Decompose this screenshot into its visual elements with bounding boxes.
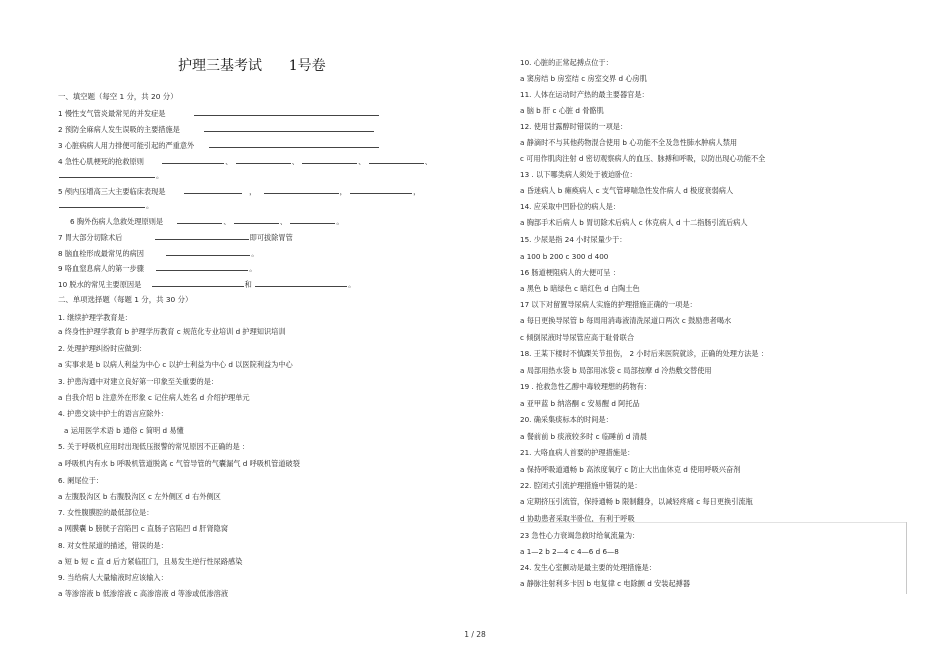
choice-options-16: a 黑色 b 暗绿色 c 暗红色 d 白陶土色	[520, 284, 640, 293]
page-edge-divider	[906, 522, 907, 594]
choice-question-10: 10. 心脏的正常起搏点位于：	[520, 58, 613, 67]
page-number: 1 / 28	[464, 630, 486, 639]
separator: 、	[424, 157, 432, 166]
separator: ，	[413, 187, 421, 196]
choice-options-8: a 短 b 短 c 直 d 后方紧临肛门，且易发生逆行性尿路感染	[58, 557, 243, 566]
choice-question-15: 15. 少尿是指 24 小时尿量少于：	[520, 235, 627, 244]
separator: 、	[358, 157, 366, 166]
separator: 和	[244, 280, 252, 289]
choice-options-22a: a 定期挤压引流管，保持通畅 b 限制翻身，以减轻疼痛 c 每日更换引流瓶	[520, 497, 753, 506]
choice-question-9: 9. 当给病人大量输液时应该输入：	[58, 573, 168, 582]
answer-blank[interactable]	[184, 186, 242, 194]
question-text: 1 慢性支气管炎最常见的并发症是	[58, 109, 166, 118]
choice-options-7: a 网膜囊 b 膀胱子宫陷凹 c 直肠子宫陷凹 d 肝肾隐窝	[58, 524, 229, 533]
answer-blank[interactable]	[162, 156, 224, 164]
answer-blank[interactable]	[59, 200, 145, 208]
section-heading-choice: 二、单项选择题（每题 1 分，共 30 分）	[58, 295, 193, 304]
choice-options-5: a 呼吸机内有水 b 呼吸机管道脱离 c 气管导管的气囊漏气 d 呼吸机管道破裂	[58, 459, 300, 468]
choice-options-14: a 胸部手术后病人 b 胃切除术后病人 c 休克病人 d 十二指肠引流后病人	[520, 218, 748, 227]
choice-options-3: a 自我介绍 b 注意外在形象 c 记住病人姓名 d 介绍护理单元	[58, 393, 250, 402]
fill-question-1	[58, 108, 380, 119]
separator: 、	[291, 157, 299, 166]
question-text: 5 颅内压增高三大主要临床表现是	[58, 187, 166, 196]
answer-blank[interactable]	[204, 124, 374, 132]
answer-blank[interactable]	[264, 186, 339, 194]
fill-question-5	[58, 186, 420, 197]
choice-question-14: 14. 应采取中凹卧位的病人是：	[520, 202, 620, 211]
question-text: 3 心脏病病人用力排便可能引起的严重意外	[58, 141, 195, 150]
page-edge-divider	[520, 522, 907, 523]
separator: 、	[225, 157, 233, 166]
choice-options-22b: d 协助患者采取半卧位，有利于呼吸	[520, 514, 635, 523]
separator: 。	[336, 217, 344, 226]
choice-question-3: 3. 护患沟通中对建立良好第一印象至关重要的是：	[58, 377, 219, 386]
choice-options-17a: a 每日更换导尿管 b 每周用消毒液清洗尿道口两次 c 鼓励患者喝水	[520, 316, 732, 325]
question-text-tail: 即可拔除胃管	[249, 233, 293, 242]
choice-question-23: 23 急性心力衰竭急救时给氧流量为：	[520, 531, 640, 540]
choice-question-1: 1. 继续护理学教育是：	[58, 313, 132, 322]
answer-blank[interactable]	[234, 216, 279, 224]
separator: 。	[156, 171, 164, 180]
choice-question-6: 6. 阑尾位于：	[58, 476, 104, 485]
answer-blank[interactable]	[302, 156, 357, 164]
separator: 、	[279, 217, 288, 226]
choice-options-1: a 终身性护理学教育 b 护理学历教育 c 规范化专业培训 d 护理知识培训	[58, 327, 286, 336]
answer-blank[interactable]	[236, 156, 291, 164]
choice-options-17b: c 倾倒尿液时导尿管应高于耻骨联合	[520, 333, 635, 342]
choice-question-17: 17 以下对留置导尿病人实施的护理措施正确的一项是：	[520, 300, 697, 309]
choice-question-19: 19 . 抢救急性乙醇中毒较理想的药物有：	[520, 382, 652, 391]
separator: 。	[146, 201, 154, 210]
answer-blank[interactable]	[166, 248, 250, 256]
choice-options-4: a 运用医学术语 b 通俗 c 简明 d 易懂	[64, 426, 184, 435]
separator: ，	[249, 187, 257, 196]
choice-question-4: 4. 护患交谈中护士的语言应除外：	[58, 409, 168, 418]
separator: 。	[249, 264, 257, 273]
choice-options-24: a 静脉注射利多卡因 b 电复律 c 电除颤 d 安装起搏器	[520, 579, 691, 588]
choice-options-2: a 实事求是 b 以病人利益为中心 c 以护士利益为中心 d 以医院利益为中心	[58, 360, 293, 369]
question-text: 6 胸外伤病人急救处理原则是	[70, 217, 164, 226]
choice-options-20: a 餐前前 b 痰液较多时 c 临睡前 d 清晨	[520, 432, 647, 441]
answer-blank[interactable]	[156, 263, 248, 271]
question-text: 2 预防全麻病人发生误吸的主要措施是	[58, 125, 180, 134]
answer-blank[interactable]	[177, 216, 222, 224]
question-text: 8 脑血栓形成最常见的病因	[58, 249, 144, 258]
separator: 。	[348, 280, 356, 289]
choice-question-18: 18. 王某下楼时不慎踝关节扭伤， 2 小时后来医院就诊，正确的处理方法是 ：	[520, 349, 768, 358]
question-text: 7 胃大部分切除术后	[58, 233, 123, 242]
fill-question-7	[58, 232, 293, 243]
choice-question-11: 11. 人体在运动时产热的最主要器官是：	[520, 90, 649, 99]
choice-options-23: a 1—2 b 2—4 c 4—6 d 6—8	[520, 547, 619, 556]
answer-blank[interactable]	[59, 170, 155, 178]
choice-options-19: a 亚甲蓝 b 纳洛酮 c 安易醒 d 阿托品	[520, 399, 640, 408]
separator: 、	[223, 217, 231, 226]
choice-question-2: 2. 处理护理纠纷时应做到：	[58, 344, 147, 353]
choice-options-13: a 昏迷病人 b 瘫痪病人 c 支气管哮喘急性发作病人 d 极度衰弱病人	[520, 186, 734, 195]
answer-blank[interactable]	[194, 108, 379, 116]
question-text: 4 急性心肌梗死的抢救原则	[58, 157, 144, 166]
choice-options-6: a 左腹股沟区 b 右腹股沟区 c 左外侧区 d 右外侧区	[58, 492, 221, 501]
page-title: 护理三基考试 1号卷	[178, 58, 326, 74]
answer-blank[interactable]	[290, 216, 335, 224]
answer-blank[interactable]	[152, 279, 244, 287]
choice-options-12a: a 静滴时不与其他药物混合使用 b 心功能不全及急性肺水肿病人禁用	[520, 138, 738, 147]
choice-question-5: 5. 关于呼吸机应用时出现低压报警的常见原因不正确的是 ：	[58, 442, 250, 451]
choice-options-12b: c 可用作肌肉注射 d 密切观察病人的血压、脉搏和呼吸，以防出现心功能不全	[520, 154, 766, 163]
choice-question-21: 21. 大咯血病人首要的护理措施是：	[520, 448, 635, 457]
choice-question-13: 13 . 以下哪类病人须处于被迫卧位：	[520, 170, 637, 179]
answer-blank[interactable]	[155, 232, 249, 240]
answer-blank[interactable]	[350, 186, 412, 194]
choice-options-18: a 局部用热水袋 b 局部用冰袋 c 局部按摩 d 冷热敷交替使用	[520, 366, 712, 375]
fill-question-2	[58, 124, 375, 135]
choice-options-21: a 保持呼吸道通畅 b 高浓度氧疗 c 防止大出血休克 d 使用呼吸兴奋剂	[520, 465, 741, 474]
separator: ，	[339, 187, 347, 196]
choice-options-9: a 等渗溶液 b 低渗溶液 c 高渗溶液 d 等渗或低渗溶液	[58, 589, 229, 598]
choice-question-20: 20. 确采集痰标本的时间是：	[520, 415, 613, 424]
section-heading-fill-in: 一、填空题（每空 1 分，共 20 分）	[58, 92, 178, 101]
fill-question-4	[58, 156, 432, 167]
choice-question-8: 8. 对女性尿道的描述，错误的是：	[58, 541, 168, 550]
fill-question-5-cont	[58, 200, 153, 211]
question-text: 10 脱水的常见主要原因是	[58, 280, 142, 289]
separator: 。	[251, 249, 259, 258]
fill-question-10	[58, 279, 355, 290]
fill-question-4-cont	[58, 170, 163, 181]
choice-options-10: a 窦房结 b 房室结 c 房室交界 d 心房肌	[520, 74, 647, 83]
fill-question-8	[58, 248, 258, 259]
fill-question-6	[70, 216, 344, 227]
question-text: 9 咯血窒息病人的第一步骤	[58, 264, 144, 273]
fill-question-3	[58, 140, 380, 151]
fill-question-9	[58, 263, 256, 274]
choice-options-11: a 脑 b 肝 c 心脏 d 骨骼肌	[520, 106, 604, 115]
choice-question-22: 22. 腔闭式引流护理措施中错误的是：	[520, 481, 642, 490]
choice-question-12: 12. 使用甘露醇时错误的一项是：	[520, 122, 628, 131]
answer-blank[interactable]	[369, 156, 424, 164]
choice-question-16: 16 肠道梗阻病人的大便可呈 ：	[520, 268, 620, 277]
choice-options-15: a 100 b 200 c 300 d 400	[520, 252, 609, 261]
answer-blank[interactable]	[255, 279, 347, 287]
answer-blank[interactable]	[209, 140, 379, 148]
choice-question-7: 7. 女性腹膜腔的最低部位是：	[58, 508, 154, 517]
choice-question-24: 24. 发生心室颤动是最主要的处理措施是：	[520, 563, 656, 572]
